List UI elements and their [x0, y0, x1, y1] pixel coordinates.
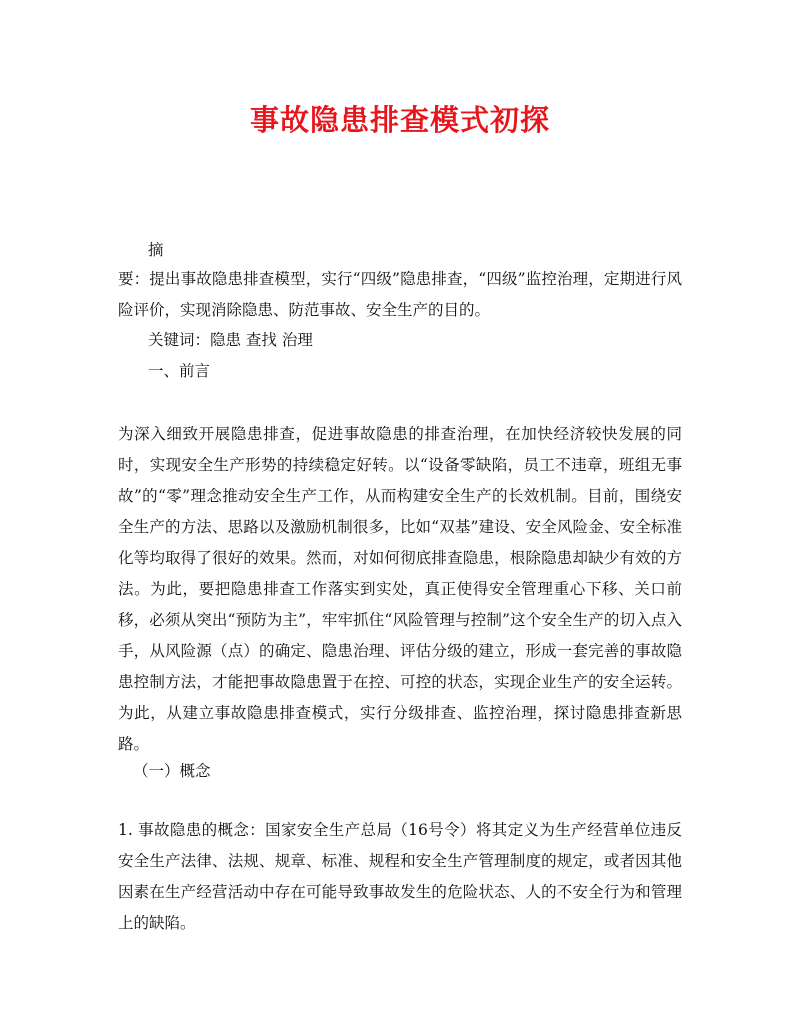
- concept-paragraph: 1. 事故隐患的概念：国家安全生产总局（16号令）将其定义为生产经营单位违反安全生产法律、法规、规章、标准、规程和安全生产管理制度的规定，或者因其他因素在生产经营活动中存在可能导致事故发生的危险状态、人的不安全行为和管理上的缺陷。: [118, 821, 682, 932]
- preface-paragraph: 为深入细致开展隐患排查，促进事故隐患的排查治理，在加快经济较快发展的同时，实现安全生产形势的持续稳定好转。以“设备零缺陷，员工不违章，班组无事故”的“零”理念推动安全生产工作，从而构建安全生产的长效机制。目前，围绕安全生产的方法、思路以及激励机制很多，比如“双基”建设、安全风险金、安全标准化等均取得了很好的效果。然而，对如何彻底排查隐患，根除隐患却缺少有效的方法。为此，要把隐患排查工作落实到实处，真正使得安全管理重心下移、关口前移，必须从突出“预防为主”，牢牢抓住“风险管理与控制”这个安全生产的切入点入手，从风险源（点）的确定、隐患治理、评估分级的建立，形成一套完善的事故隐患控制方法，才能把事故隐患置于在控、可控的状态，实现企业生产的安全运转。为此，从建立事故隐患排查模式，实行分级排查、监控治理，探讨隐患排查新思路。: [118, 425, 682, 753]
- abstract-label: 摘: [148, 241, 164, 259]
- document-title: 事故隐患排查模式初探: [249, 103, 550, 137]
- section-heading-preface: 一、前言: [148, 362, 211, 380]
- subsection-heading-concept: （一）概念: [133, 762, 211, 780]
- keywords-line: 关键词：隐患 查找 治理: [148, 331, 313, 349]
- abstract-paragraph: 要：提出事故隐患排查模型，实行“四级”隐患排查，“四级”监控治理，定期进行风险评价，实现消除隐患、防范事故、安全生产的目的。: [118, 270, 682, 319]
